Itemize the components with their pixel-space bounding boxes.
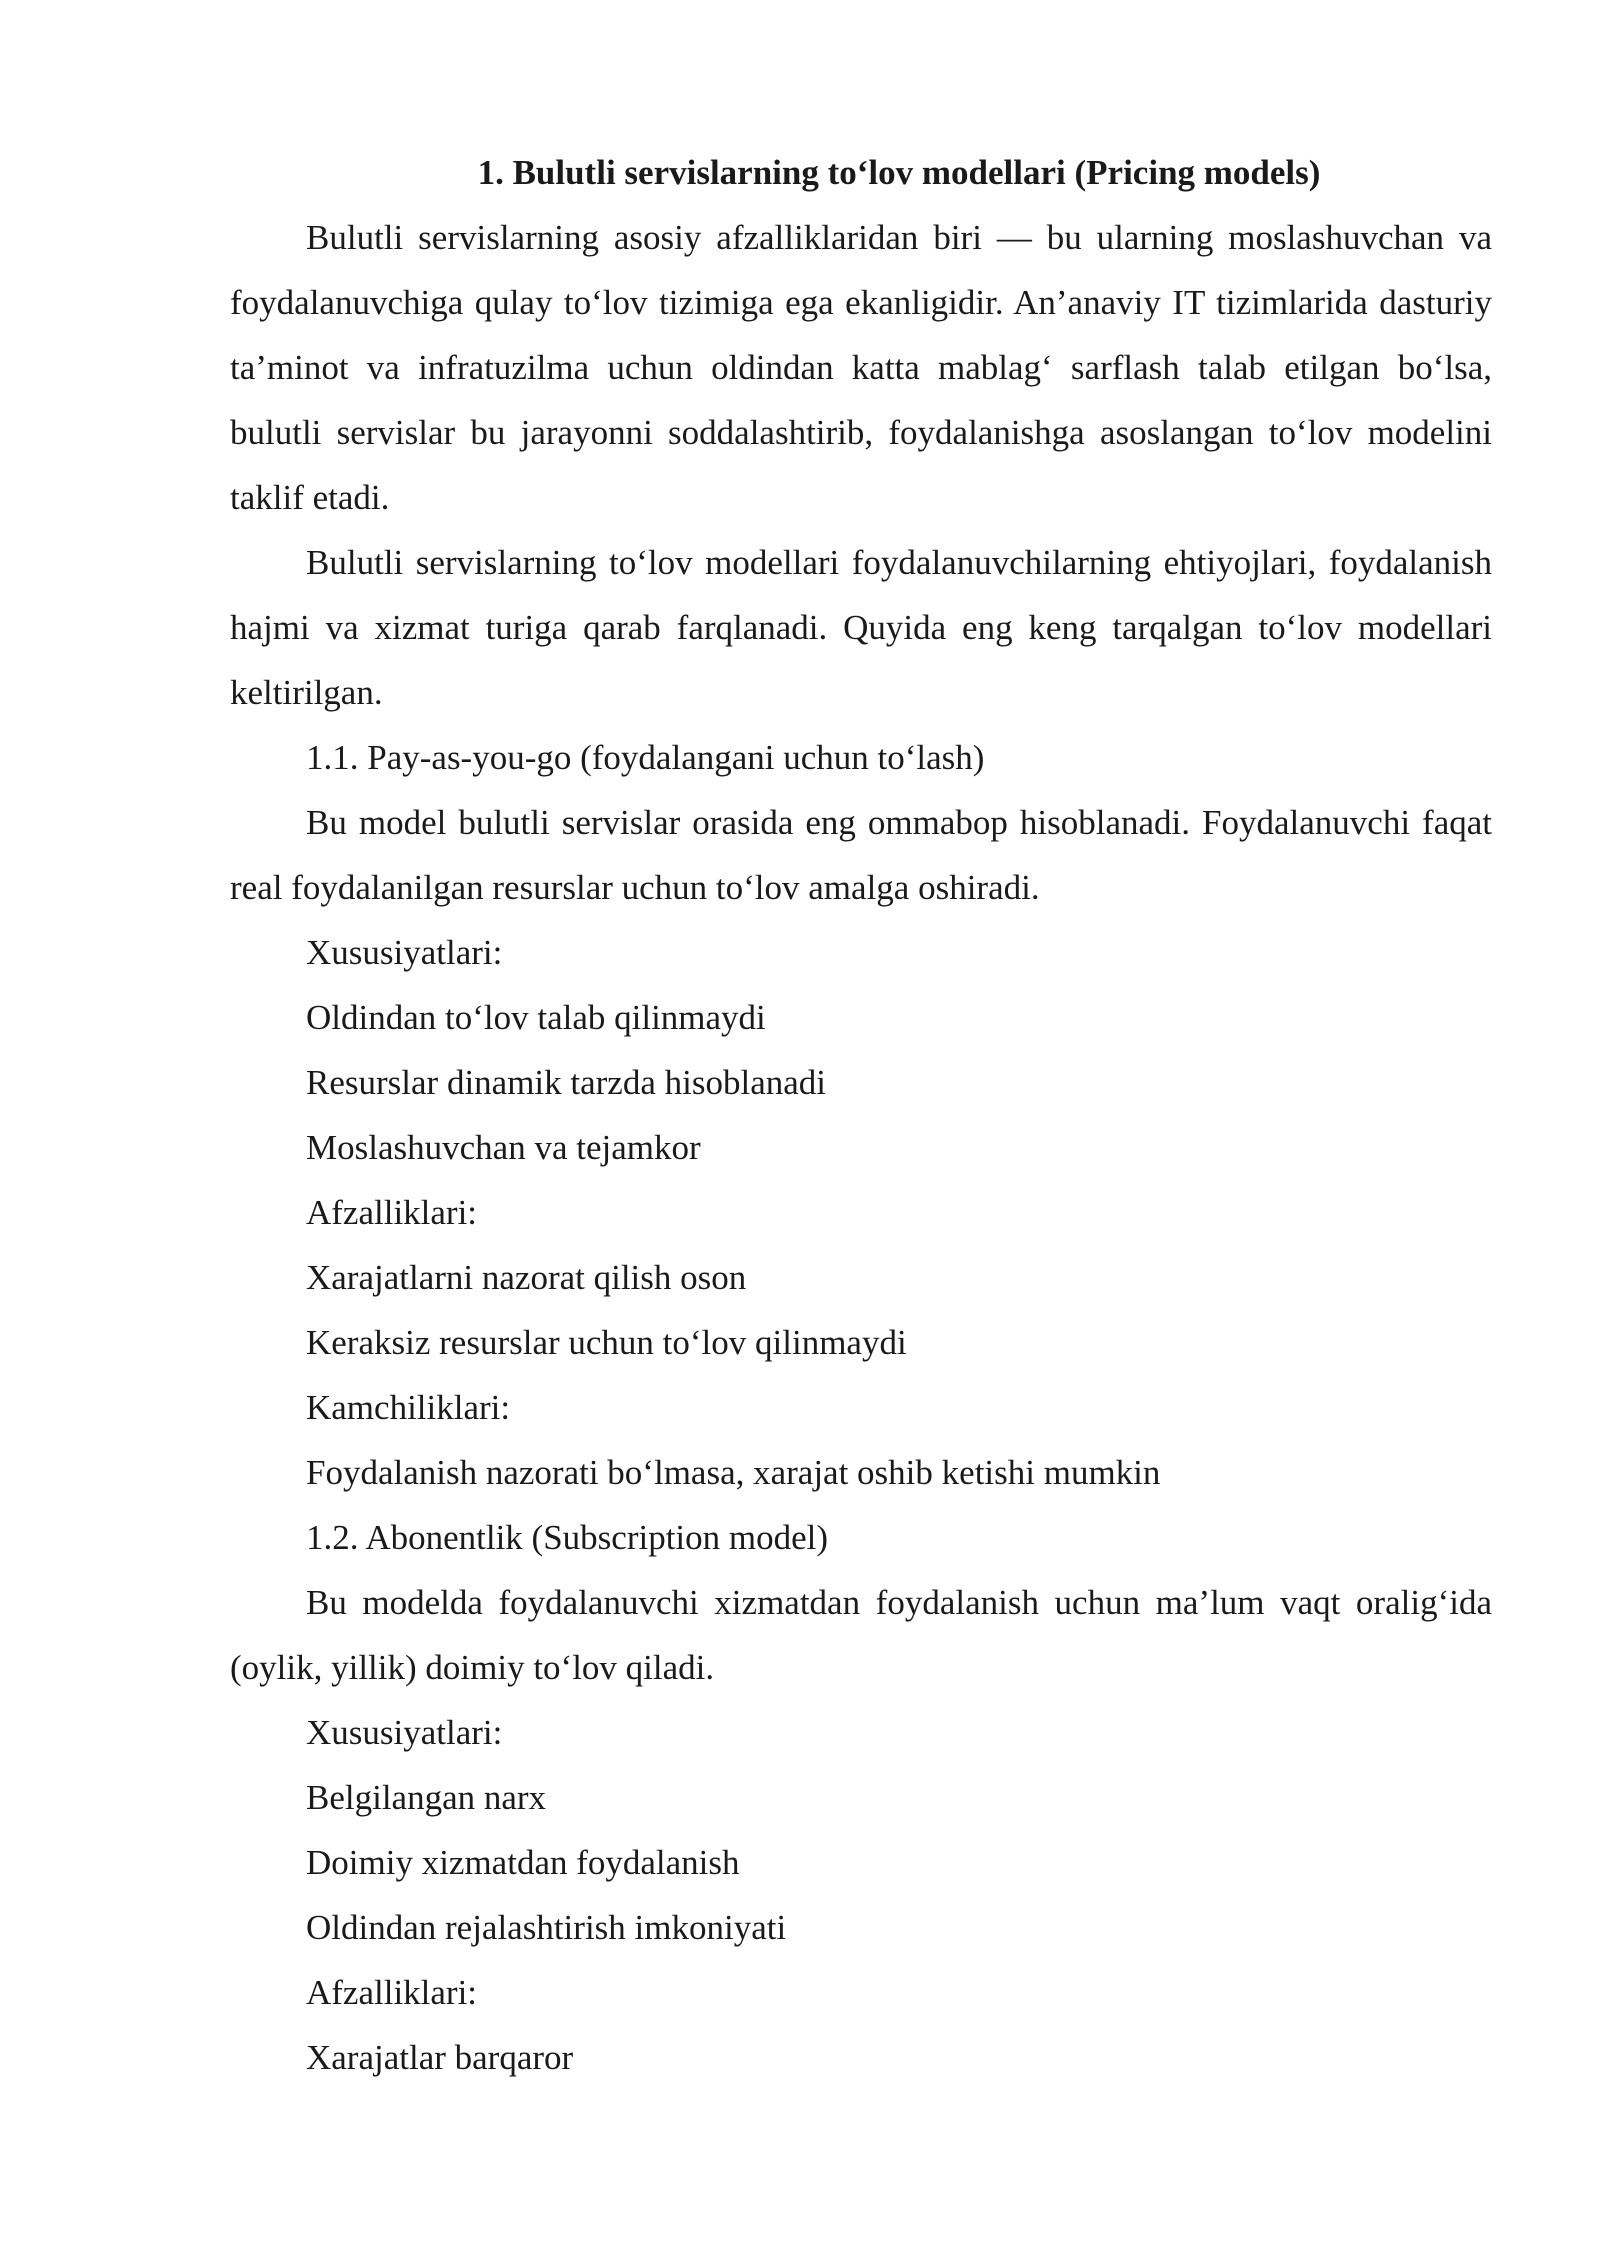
intro-paragraph-2: Bulutli servislarning to‘lov modellari foydalanuvchilarning ehtiyojlari, foydalanish hajmi va xizmat turiga qarab farqlanadi. Quyida eng keng tarqalgan to‘lov modellari keltirilgan. — [230, 543, 1492, 712]
section-1-1-features-label: Xususiyatlari: — [306, 933, 503, 972]
intro-paragraph-1: Bulutli servislarning asosiy afzalliklaridan biri — bu ularning moslashuvchan va foydalanuvchiga qulay to‘lov tizimiga ega ekanligidir. An’anaviy IT tizimlarida dasturiy ta’minot va infratuzilma uchun oldindan katta mablag‘ sarflash talab etilgan bo‘lsa, bulutli servislar bu jarayonni soddalashtirib, foydalanishga asoslangan to‘lov modelini taklif etadi. — [230, 218, 1492, 517]
section-1-1-heading: 1.1. Pay-as-you-go (foydalangani uchun to‘lash) — [306, 738, 985, 777]
section-1-1-disadvantages-label: Kamchiliklari: — [306, 1388, 511, 1427]
section-1-2-heading: 1.2. Abonentlik (Subscription model) — [306, 1518, 829, 1557]
section-1-2-description: Bu modelda foydalanuvchi xizmatdan foydalanish uchun ma’lum vaqt oralig‘ida (oylik, yillik) doimiy to‘lov qiladi. — [230, 1583, 1492, 1687]
section-1-1-description: Bu model bulutli servislar orasida eng ommabop hisoblanadi. Foydalanuvchi faqat real foydalanilgan resurslar uchun to‘lov amalga oshiradi. — [230, 803, 1492, 907]
list-item: Moslashuvchan va tejamkor — [306, 1128, 701, 1167]
list-item: Xarajatlarni nazorat qilish oson — [306, 1258, 747, 1297]
document-title: 1. Bulutli servislarning to‘lov modellari (Pricing models) — [477, 153, 1321, 192]
section-1-2-advantages-label: Afzalliklari: — [306, 1973, 478, 2012]
list-item: Oldindan rejalashtirish imkoniyati — [306, 1908, 787, 1947]
document-page — [230, 140, 1492, 2090]
section-1-1-advantages-label: Afzalliklari: — [306, 1193, 478, 1232]
list-item: Doimiy xizmatdan foydalanish — [306, 1843, 740, 1882]
list-item: Belgilangan narx — [306, 1778, 547, 1817]
section-1-2-features-label: Xususiyatlari: — [306, 1713, 503, 1752]
list-item: Xarajatlar barqaror — [306, 2038, 574, 2077]
list-item: Keraksiz resurslar uchun to‘lov qilinmaydi — [306, 1323, 907, 1362]
list-item: Foydalanish nazorati bo‘lmasa, xarajat oshib ketishi mumkin — [306, 1453, 1161, 1492]
list-item: Oldindan to‘lov talab qilinmaydi — [306, 998, 766, 1037]
list-item: Resurslar dinamik tarzda hisoblanadi — [306, 1063, 826, 1102]
